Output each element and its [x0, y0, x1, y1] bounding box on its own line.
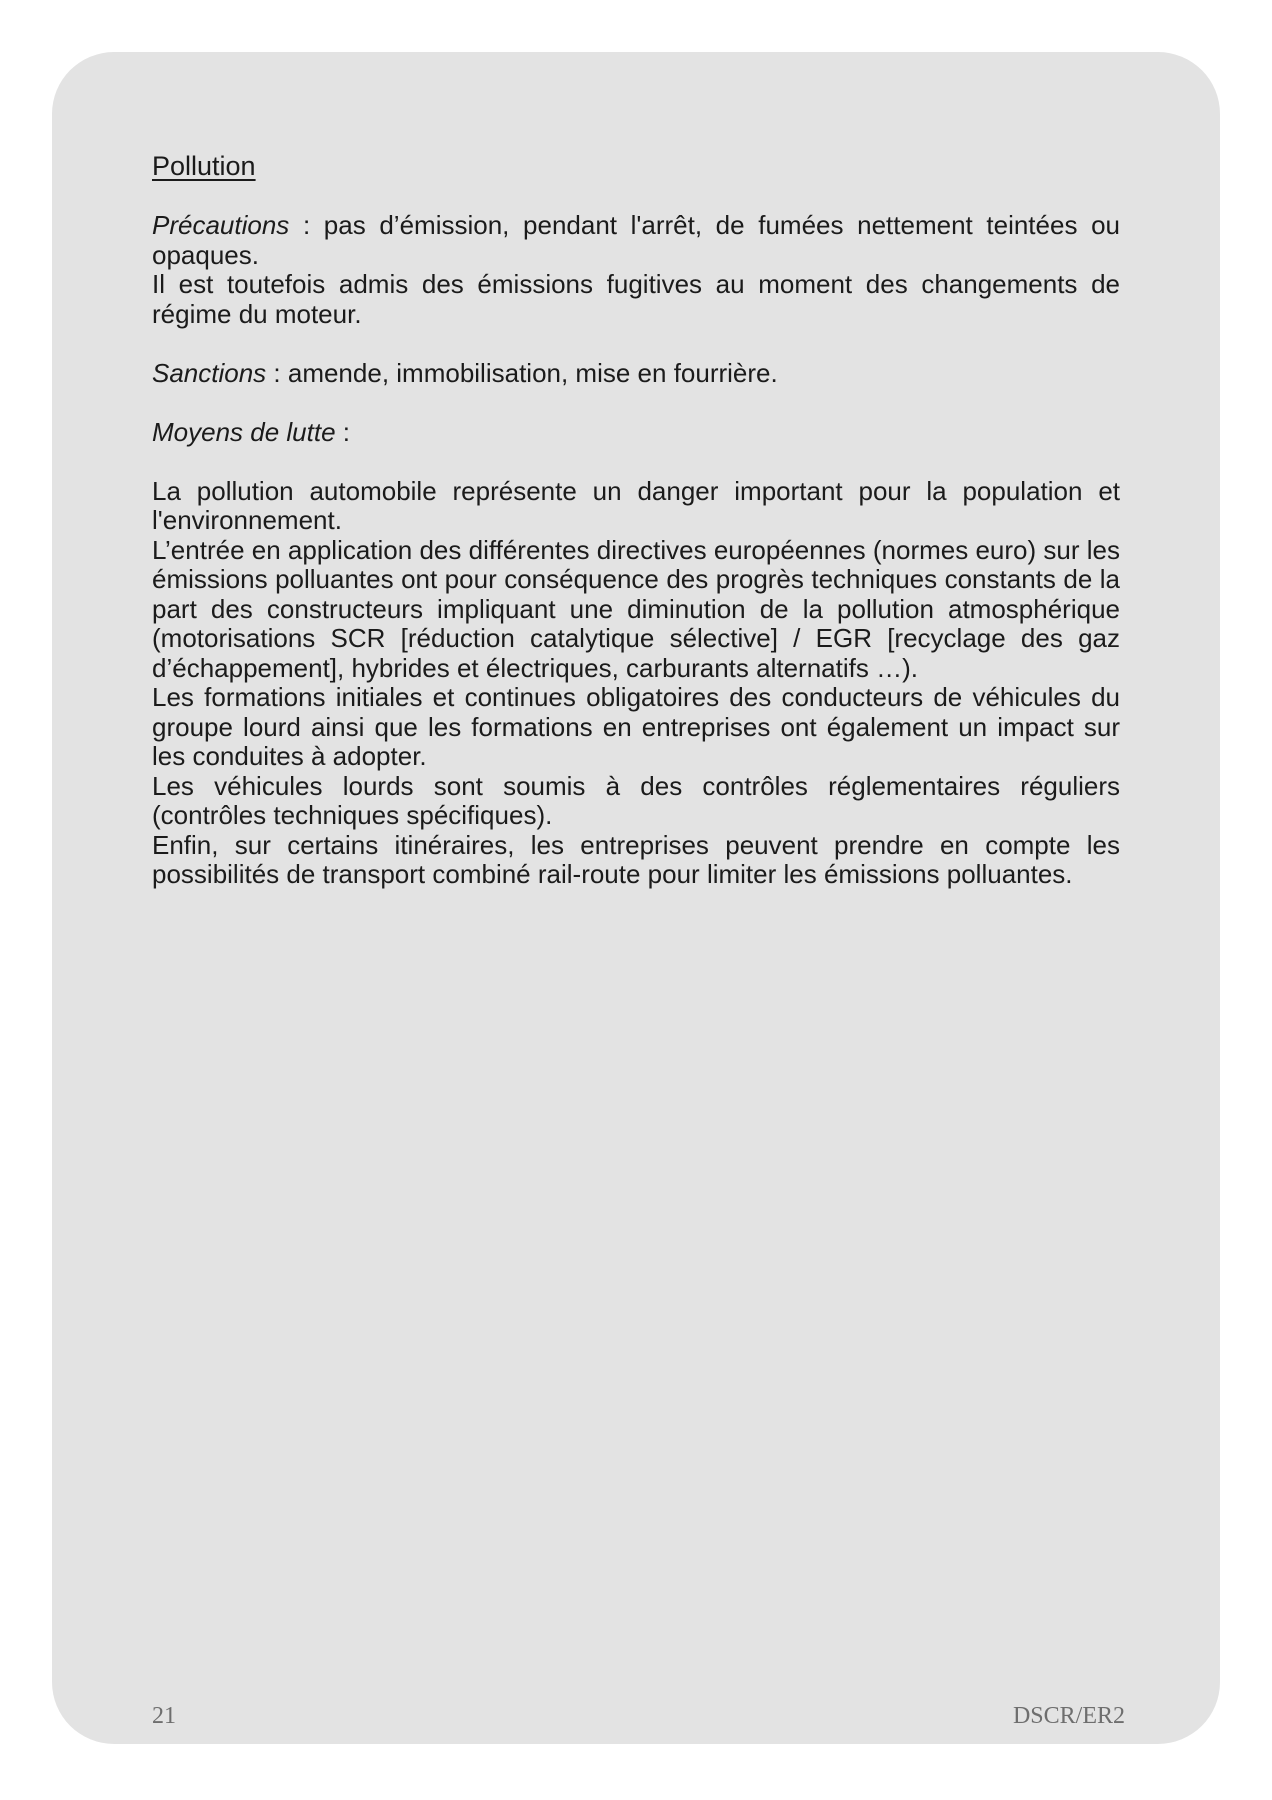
paragraph: [152, 359, 1120, 389]
paragraph: [152, 418, 1120, 448]
text-run: Il est toutefois admis des émissions fugitives au moment des changements de régime du moteur.: [152, 269, 1120, 329]
term-label: Précautions: [152, 210, 290, 240]
paragraph: [152, 211, 1120, 270]
text-run: Enfin, sur certains itinéraires, les entreprises peuvent prendre en compte les possibilités de transport combiné rail-route pour limiter les émissions polluantes.: [152, 829, 1120, 889]
text-run: :: [335, 416, 351, 447]
blank-line: [152, 182, 1120, 212]
page-footer: [152, 1703, 1125, 1730]
text-run: La pollution automobile représente un danger important pour la population et l'environnement.: [152, 475, 1120, 535]
blank-line: [152, 329, 1120, 359]
text-run: L’entrée en application des différentes directives européennes (normes euro) sur les émissions polluantes ont pour conséquence des progrès techniques constants de la part des constructeurs impliquant une diminution de la pollution atmosphérique (motorisations SCR [réduction catalytique sélective] / EGR [recyclage des gaz d’échappement], hybrides et électriques, carburants alternatifs …).: [152, 534, 1120, 683]
document-title: [152, 152, 1120, 182]
document-reference: DSCR/ER2: [1012, 1703, 1125, 1729]
term-label: Sanctions: [152, 357, 267, 388]
paragraph: [152, 477, 1120, 536]
document-sheet: [52, 52, 1220, 1744]
text-run: : pas d’émission, pendant l'arrêt, de fumées nettement teintées ou opaques.: [152, 210, 1120, 270]
page-number: 21: [152, 1703, 176, 1729]
blank-line: [152, 388, 1120, 418]
paragraph: [152, 536, 1120, 684]
text-run: : amende, immobilisation, mise en fourrière.: [266, 357, 778, 388]
text-run: Pollution: [152, 151, 256, 181]
text-run: Les formations initiales et continues obligatoires des conducteurs de véhicules du groupe lourd ainsi que les formations en entreprises ont également un impact sur les conduites à adopter.: [152, 682, 1120, 771]
blank-line: [152, 447, 1120, 477]
term-label: Moyens de lutte: [152, 416, 336, 447]
paragraph: [152, 772, 1120, 831]
paragraph: [152, 683, 1120, 772]
paragraph: [152, 831, 1120, 890]
text-run: Les véhicules lourds sont soumis à des contrôles réglementaires réguliers (contrôles techniques spécifiques).: [152, 770, 1120, 830]
document-content: [152, 152, 1120, 890]
paragraph: [152, 270, 1120, 329]
